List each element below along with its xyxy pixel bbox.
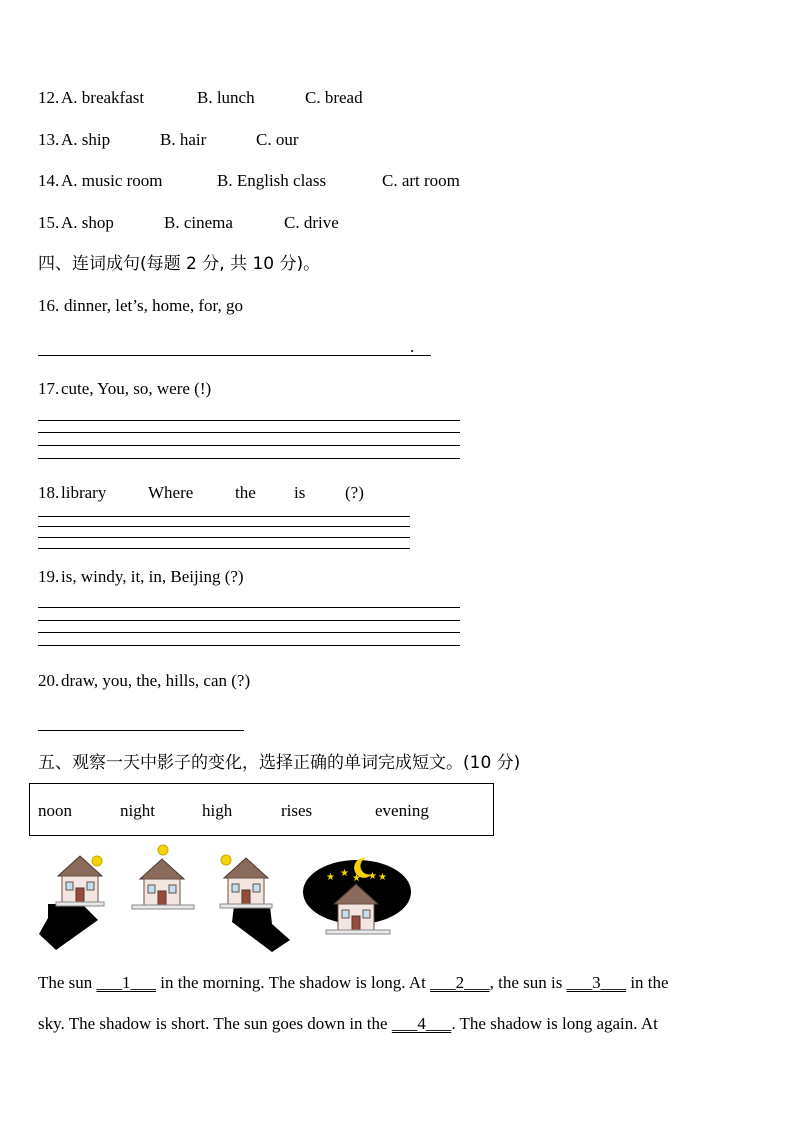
noon-house-picture <box>128 843 200 913</box>
writing-line[interactable] <box>38 645 460 646</box>
writing-line[interactable] <box>38 620 460 621</box>
writing-line[interactable] <box>38 537 410 538</box>
option-b: B. hair <box>160 130 207 149</box>
passage-text: sky. The shadow is short. The sun goes down in the <box>38 1014 392 1033</box>
word: Where <box>148 483 194 502</box>
house-icon <box>220 858 272 908</box>
option-c: C. bread <box>305 88 363 107</box>
word-bank-box <box>29 783 494 836</box>
question-number: 19. <box>38 567 60 586</box>
passage-text: , the sun is <box>489 973 567 992</box>
option-a: A. shop <box>61 213 114 232</box>
question-number: 12. <box>38 88 60 107</box>
word: the <box>235 483 256 502</box>
evening-house-picture <box>214 852 294 954</box>
answer-line[interactable] <box>38 730 244 731</box>
word-bank-item: rises <box>281 801 313 820</box>
option-c: C. our <box>256 130 299 149</box>
option-a: A. ship <box>61 130 111 149</box>
writing-line[interactable] <box>38 516 410 517</box>
house-icon <box>132 859 194 909</box>
writing-line[interactable] <box>38 445 460 446</box>
option-a: A. music room <box>61 171 163 190</box>
word: library <box>61 483 107 502</box>
option-c: C. drive <box>284 213 339 232</box>
question-number: 16. <box>38 296 60 315</box>
long-shadow <box>39 904 98 950</box>
passage-line-2 <box>38 1014 658 1034</box>
long-shadow <box>232 906 290 952</box>
question-number: 18. <box>38 483 60 502</box>
question-words: dinner, let’s, home, for, go <box>64 296 243 315</box>
svg-text:★: ★ <box>326 872 335 883</box>
sun-icon <box>221 855 231 865</box>
option-c: C. art room <box>382 171 460 190</box>
word: (?) <box>345 483 364 502</box>
question-number: 13. <box>38 130 60 149</box>
morning-house-picture <box>36 852 116 952</box>
word: is <box>294 483 306 502</box>
writing-line[interactable] <box>38 548 410 549</box>
svg-text:★: ★ <box>352 873 361 884</box>
question-number: 14. <box>38 171 60 190</box>
end-mark: . <box>410 337 415 356</box>
blank-1[interactable]: ___1___ <box>96 973 157 992</box>
blank-4[interactable]: ___4___ <box>391 1014 452 1033</box>
writing-line[interactable] <box>38 632 460 633</box>
word-bank-item: noon <box>38 801 72 820</box>
option-a: A. breakfast <box>61 88 145 107</box>
passage-text: in the morning. The shadow is long. At <box>156 973 431 992</box>
question-words: cute, You, so, were (!) <box>61 379 212 398</box>
question-number: 20. <box>38 671 60 690</box>
word-bank-item: night <box>120 801 155 820</box>
question-words: draw, you, the, hills, can (?) <box>61 671 251 690</box>
question-number: 17. <box>38 379 60 398</box>
blank-2[interactable]: ___2___ <box>430 973 490 992</box>
word-bank-item: high <box>202 801 233 820</box>
svg-text:★: ★ <box>378 872 387 883</box>
question-number: 15. <box>38 213 60 232</box>
writing-line[interactable] <box>38 607 460 608</box>
answer-line[interactable] <box>38 355 431 356</box>
option-b: B. lunch <box>197 88 255 107</box>
passage-line-1 <box>38 973 669 993</box>
passage-text: in the <box>626 973 669 992</box>
sun-icon <box>158 845 168 855</box>
writing-line[interactable] <box>38 458 460 459</box>
svg-text:★: ★ <box>340 868 349 879</box>
writing-line[interactable] <box>38 526 410 527</box>
passage-text: The sun <box>38 973 97 992</box>
writing-line[interactable] <box>38 432 460 433</box>
option-b: B. English class <box>217 171 327 190</box>
svg-text:★: ★ <box>368 871 377 882</box>
night-house-picture <box>302 852 414 938</box>
question-words: is, windy, it, in, Beijing (?) <box>61 567 244 586</box>
word-bank-item: evening <box>375 801 429 820</box>
section-5-heading: 五、观察一天中影子的变化，选择正确的单词完成短文。(10 分) <box>38 753 521 773</box>
blank-3[interactable]: ___3___ <box>566 973 627 992</box>
sun-icon <box>92 856 102 866</box>
option-b: B. cinema <box>164 213 233 232</box>
writing-line[interactable] <box>38 420 460 421</box>
passage-text: . The shadow is long again. At <box>451 1014 658 1033</box>
section-4-heading: 四、连词成句(每题 2 分, 共 10 分)。 <box>38 254 321 274</box>
